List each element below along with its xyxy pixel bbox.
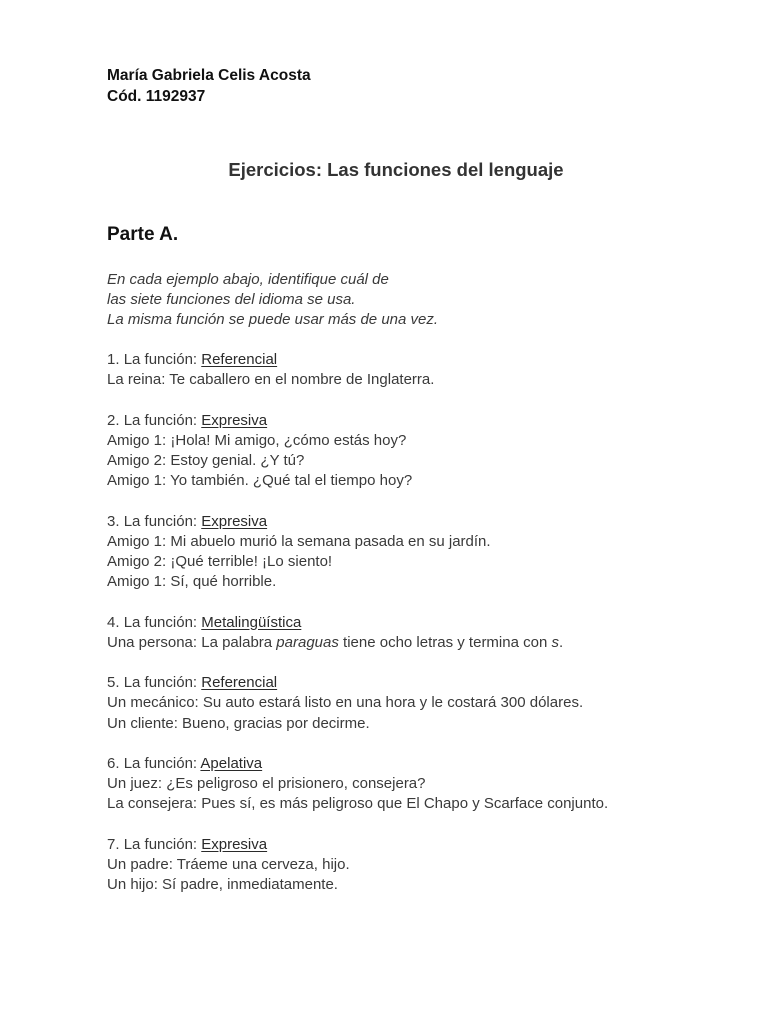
dialogue-line: Un cliente: Bueno, gracias por decirme. [107,714,370,732]
dialogue-line: La reina: Te caballero en el nombre de Inglaterra. [107,371,435,389]
function-answer: Apelativa [200,754,263,772]
instruction-line: las siete funciones del idioma se usa. [107,291,356,309]
dialogue-line: Amigo 1: Yo también. ¿Qué tal el tiempo hoy? [107,472,413,490]
function-label: La función: [123,411,198,429]
line-text: Una persona: La palabra [107,633,277,651]
italic-word: paraguas [276,633,339,651]
function-answer: Expresiva [201,411,268,429]
exercise-number: 1. [107,351,120,368]
dialogue-line: Amigo 1: ¡Hola! Mi amigo, ¿cómo estás hoy? [107,431,407,449]
instruction-line: La misma función se puede usar más de una vez. [107,311,439,329]
dialogue-line: Un mecánico: Su auto estará listo en una hora y le costará 300 dólares. [107,694,584,712]
exercise-item [107,350,608,390]
author-name: María Gabriela Celis Acosta [107,67,311,84]
dialogue-line: Un juez: ¿Es peligroso el prisionero, consejera? [107,775,426,793]
dialogue-line: Un hijo: Sí padre, inmediatamente. [107,876,338,894]
exercise-list [107,350,608,916]
exercise-header [107,512,608,532]
line-text: . [558,633,564,651]
exercise-item [107,673,608,734]
function-label: La función: [123,613,198,631]
function-answer: Referencial [201,674,278,692]
dialogue-line: Amigo 2: ¡Qué terrible! ¡Lo siento! [107,553,333,570]
exercise-header [107,411,608,431]
function-label: La función: [123,512,198,530]
exercise-item [107,754,608,815]
document-title: Ejercicios: Las funciones del lenguaje [228,159,564,180]
exercise-number: 3. [107,512,120,530]
function-answer: Referencial [201,351,278,368]
instruction-line: En cada ejemplo abajo, identifique cuál de [107,271,389,288]
dialogue-line: La consejera: Pues sí, es más peligroso que El Chapo y Scarface conjunto. [107,795,609,813]
exercise-number: 7. [107,835,120,853]
dialogue-line: Amigo 2: Estoy genial. ¿Y tú? [107,452,305,469]
exercise-item [107,411,608,492]
function-answer: Expresiva [201,512,268,530]
exercise-item [107,613,608,653]
function-label: La función: [123,674,198,692]
student-code: Cód. 1192937 [107,88,206,105]
dialogue-line [107,633,608,653]
instructions [107,270,438,331]
function-label: La función: [123,351,198,368]
exercise-header [107,350,608,370]
exercise-header [107,835,608,855]
function-answer: Expresiva [201,835,268,853]
function-label: La función: [123,754,198,772]
exercise-number: 2. [107,411,120,429]
line-text: tiene ocho letras y termina con [338,633,552,651]
exercise-item [107,835,608,896]
exercise-number: 5. [107,674,120,692]
exercise-header [107,613,608,633]
author-block [107,65,311,107]
dialogue-line: Un padre: Tráeme una cerveza, hijo. [107,855,350,873]
function-answer: Metalingüística [201,613,302,631]
dialogue-line: Amigo 1: Mi abuelo murió la semana pasada en su jardín. [107,532,491,550]
function-label: La función: [123,835,198,853]
exercise-header [107,673,608,693]
part-heading: Parte A. [107,224,179,245]
exercise-header [107,754,608,774]
italic-letter: s [551,633,559,651]
exercise-number: 6. [107,754,120,772]
dialogue-line: Amigo 1: Sí, qué horrible. [107,573,277,591]
exercise-item [107,512,608,593]
exercise-number: 4. [107,613,120,631]
